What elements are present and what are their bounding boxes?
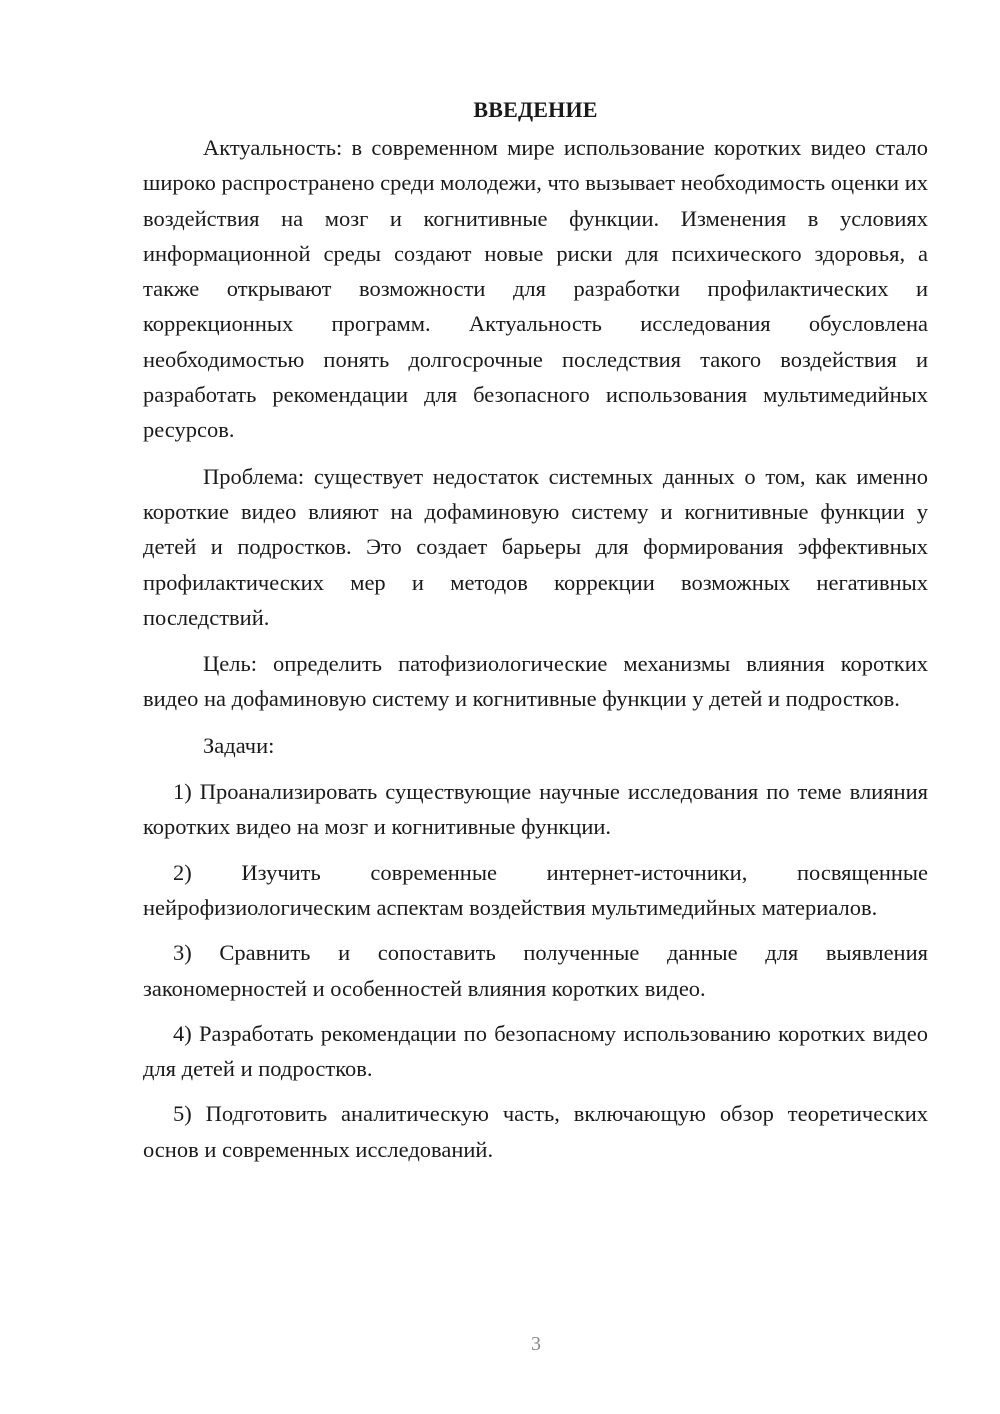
- task-item: 3) Сравнить и сопоставить полученные данные для выявления закономерностей и особенностей влияния коротких видео.: [143, 940, 928, 1001]
- goal-paragraph: Цель: определить патофизиологические механизмы влияния коротких видео на дофаминовую систему и когнитивные функции у детей и подростков.: [143, 651, 928, 712]
- tasks-label: Задачи:: [203, 732, 275, 758]
- task-item: 5) Подготовить аналитическую часть, включающую обзор теоретических основ и современных исследований.: [143, 1101, 928, 1162]
- task-item: 1) Проанализировать существующие научные исследования по теме влияния коротких видео на мозг и когнитивные функции.: [143, 779, 928, 840]
- problem-paragraph: Проблема: существует недостаток системных данных о том, как именно короткие видео влияют на дофаминовую систему и когнитивные функции у детей и подростков. Это создает барьеры для формирования эффективных профилактических мер и методов коррекции возможных негативных последствий.: [143, 463, 928, 630]
- task-item: 4) Разработать рекомендации по безопасному использованию коротких видео для детей и подростков.: [143, 1020, 928, 1082]
- relevance-paragraph: Актуальность: в современном мире использование коротких видео стало широко распространено среди молодежи, что вызывает необходимость оценки их воздействия на мозг и когнитивные функции. Изменения в условиях информационной среды создают новые риски для психического здоровья, а также открывают возможности для разработки профилактических и коррекционных программ. Актуальность исследования обусловлена необходимостью понять долгосрочные последствия такого воздействия и разработать рекомендации для безопасного использования мультимедийных ресурсов.: [143, 135, 929, 443]
- page-number: 3: [531, 1333, 541, 1355]
- task-item: 2) Изучить современные интернет-источники, посвященные нейрофизиологическим аспектам воздействия мультимедийных материалов.: [143, 859, 928, 920]
- tasks-list: [143, 774, 928, 1167]
- section-heading: ВВЕДЕНИЕ: [473, 97, 598, 122]
- document-page: [143, 92, 928, 1177]
